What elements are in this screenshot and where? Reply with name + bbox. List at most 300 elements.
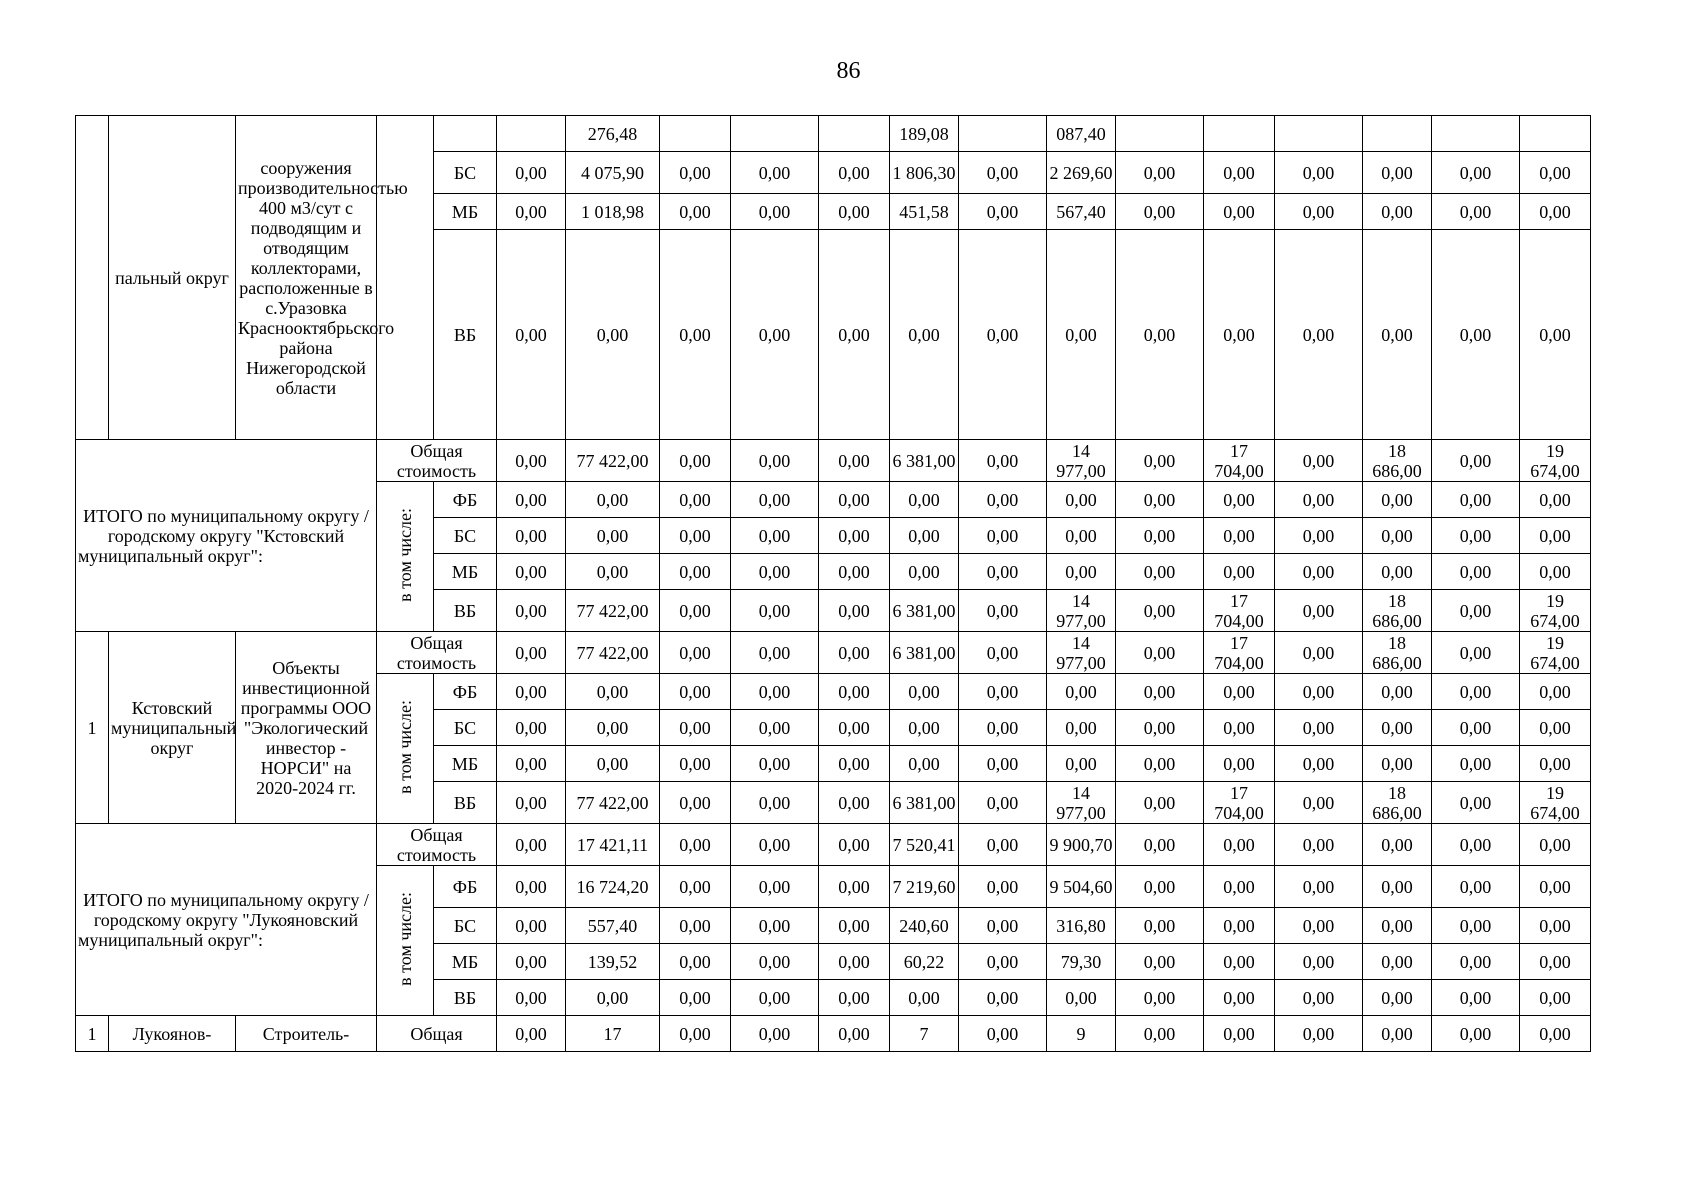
value-cell: 0,00 — [1363, 518, 1432, 554]
total-cost-label: Общая стоимость — [377, 824, 497, 866]
value-cell: 0,00 — [959, 1016, 1047, 1052]
value-cell: 0,00 — [1047, 674, 1116, 710]
value-cell: 0,00 — [731, 944, 819, 980]
budget-label-fb: ФБ — [434, 482, 497, 518]
value-cell: 0,00 — [731, 590, 819, 632]
value-cell: 0,00 — [819, 152, 890, 194]
value-cell: 0,00 — [566, 746, 660, 782]
value-cell: 0,00 — [731, 710, 819, 746]
value-cell: 0,00 — [959, 866, 1047, 908]
value-cell: 0,00 — [497, 590, 566, 632]
value-cell: 0,00 — [1363, 554, 1432, 590]
value-cell: 0,00 — [497, 194, 566, 230]
value-cell: 0,00 — [566, 482, 660, 518]
value-cell: 0,00 — [1520, 944, 1591, 980]
value-cell: 4 075,90 — [566, 152, 660, 194]
value-cell — [497, 116, 566, 152]
value-cell: 0,00 — [1116, 674, 1204, 710]
district-name: Кстовский муниципальный округ — [109, 632, 236, 824]
value-cell: 0,00 — [890, 554, 959, 590]
value-cell: 0,00 — [1275, 482, 1363, 518]
value-cell: 0,00 — [1363, 674, 1432, 710]
value-cell — [819, 116, 890, 152]
value-cell: 0,00 — [1275, 746, 1363, 782]
value-cell: 0,00 — [1047, 554, 1116, 590]
value-cell: 0,00 — [1116, 710, 1204, 746]
value-cell: 0,00 — [660, 1016, 731, 1052]
value-cell: 0,00 — [890, 710, 959, 746]
value-cell: 0,00 — [1204, 554, 1275, 590]
value-cell: 0,00 — [731, 518, 819, 554]
value-cell: 0,00 — [497, 866, 566, 908]
value-cell: 0,00 — [1275, 866, 1363, 908]
value-cell: 0,00 — [497, 518, 566, 554]
page-number: 86 — [836, 58, 861, 84]
value-cell: 0,00 — [959, 674, 1047, 710]
value-cell: 0,00 — [959, 746, 1047, 782]
value-cell: 0,00 — [660, 908, 731, 944]
value-cell: 0,00 — [1204, 908, 1275, 944]
value-cell: 139,52 — [566, 944, 660, 980]
value-cell: 567,40 — [1047, 194, 1116, 230]
value-cell: 0,00 — [497, 152, 566, 194]
value-cell: 0,00 — [1204, 194, 1275, 230]
value-cell: 0,00 — [1432, 944, 1520, 980]
value-cell: 19 674,00 — [1520, 782, 1591, 824]
value-cell: 0,00 — [1204, 746, 1275, 782]
value-cell: 0,00 — [660, 230, 731, 440]
object-name: Строитель- — [236, 1016, 377, 1052]
value-cell: 17 704,00 — [1204, 632, 1275, 674]
value-cell — [1275, 116, 1363, 152]
value-cell: 0,00 — [959, 194, 1047, 230]
value-cell: 0,00 — [819, 554, 890, 590]
value-cell: 0,00 — [1432, 674, 1520, 710]
budget-label-fb: ФБ — [434, 674, 497, 710]
value-cell: 0,00 — [1047, 482, 1116, 518]
value-cell: 189,08 — [890, 116, 959, 152]
value-cell: 0,00 — [959, 482, 1047, 518]
including-cell — [377, 116, 434, 440]
value-cell: 0,00 — [819, 908, 890, 944]
value-cell: 0,00 — [1116, 152, 1204, 194]
value-cell: 0,00 — [1275, 710, 1363, 746]
value-cell: 0,00 — [959, 632, 1047, 674]
value-cell: 0,00 — [1432, 152, 1520, 194]
value-cell: 0,00 — [497, 908, 566, 944]
value-cell: 0,00 — [890, 230, 959, 440]
row-number: 1 — [76, 1016, 109, 1052]
value-cell: 0,00 — [1275, 152, 1363, 194]
value-cell: 0,00 — [1204, 980, 1275, 1016]
value-cell: 17 421,11 — [566, 824, 660, 866]
budget-label-bs: БС — [434, 518, 497, 554]
value-cell: 0,00 — [1116, 1016, 1204, 1052]
budget-label: ВБ — [434, 230, 497, 440]
value-cell: 0,00 — [1432, 1016, 1520, 1052]
budget-table — [75, 115, 1681, 1052]
value-cell: 0,00 — [1363, 710, 1432, 746]
value-cell: 0,00 — [1047, 230, 1116, 440]
value-cell: 0,00 — [1116, 980, 1204, 1016]
value-cell: 0,00 — [959, 710, 1047, 746]
value-cell: 0,00 — [890, 518, 959, 554]
row-number-cell — [76, 116, 109, 440]
value-cell: 0,00 — [1116, 482, 1204, 518]
value-cell: 0,00 — [497, 980, 566, 1016]
value-cell: 0,00 — [1432, 230, 1520, 440]
value-cell: 0,00 — [1204, 1016, 1275, 1052]
value-cell: 14 977,00 — [1047, 782, 1116, 824]
value-cell: 0,00 — [819, 440, 890, 482]
budget-label-vb: ВБ — [434, 980, 497, 1016]
value-cell: 0,00 — [1520, 482, 1591, 518]
budget-label-vb: ВБ — [434, 782, 497, 824]
value-cell: 0,00 — [1363, 152, 1432, 194]
value-cell: 0,00 — [959, 824, 1047, 866]
value-cell: 0,00 — [731, 554, 819, 590]
value-cell: 0,00 — [1275, 554, 1363, 590]
value-cell: 0,00 — [959, 554, 1047, 590]
value-cell: 0,00 — [1275, 230, 1363, 440]
value-cell: 0,00 — [497, 710, 566, 746]
budget-label-fb: ФБ — [434, 866, 497, 908]
value-cell: 0,00 — [1047, 518, 1116, 554]
value-cell: 17 704,00 — [1204, 590, 1275, 632]
total-cost-label: Общая стоимость — [377, 632, 497, 674]
value-cell: 0,00 — [1116, 194, 1204, 230]
value-cell: 0,00 — [1432, 554, 1520, 590]
value-cell: 0,00 — [1432, 866, 1520, 908]
value-cell: 451,58 — [890, 194, 959, 230]
budget-label — [434, 116, 497, 152]
value-cell: 0,00 — [731, 1016, 819, 1052]
value-cell: 0,00 — [819, 632, 890, 674]
value-cell: 0,00 — [1204, 152, 1275, 194]
value-cell: 0,00 — [959, 230, 1047, 440]
value-cell: 0,00 — [1432, 440, 1520, 482]
value-cell: 0,00 — [890, 746, 959, 782]
value-cell: 0,00 — [819, 194, 890, 230]
value-cell: 0,00 — [731, 632, 819, 674]
value-cell — [731, 116, 819, 152]
value-cell: 0,00 — [959, 908, 1047, 944]
value-cell: 0,00 — [566, 674, 660, 710]
value-cell: 0,00 — [819, 746, 890, 782]
value-cell: 0,00 — [660, 590, 731, 632]
value-cell: 0,00 — [1432, 590, 1520, 632]
value-cell: 0,00 — [1432, 980, 1520, 1016]
value-cell: 0,00 — [731, 908, 819, 944]
value-cell: 0,00 — [660, 824, 731, 866]
value-cell: 0,00 — [959, 980, 1047, 1016]
value-cell — [1116, 116, 1204, 152]
value-cell: 18 686,00 — [1363, 632, 1432, 674]
value-cell: 0,00 — [731, 440, 819, 482]
value-cell: 0,00 — [1047, 746, 1116, 782]
value-cell: 7 219,60 — [890, 866, 959, 908]
value-cell — [660, 116, 731, 152]
value-cell: 0,00 — [566, 980, 660, 1016]
value-cell: 0,00 — [660, 152, 731, 194]
budget-label-vb: ВБ — [434, 590, 497, 632]
value-cell: 0,00 — [1363, 980, 1432, 1016]
value-cell: 0,00 — [1363, 230, 1432, 440]
value-cell: 0,00 — [1204, 518, 1275, 554]
value-cell: 0,00 — [1116, 632, 1204, 674]
value-cell: 557,40 — [566, 908, 660, 944]
value-cell: 0,00 — [1047, 710, 1116, 746]
value-cell: 6 381,00 — [890, 440, 959, 482]
value-cell: 0,00 — [1047, 980, 1116, 1016]
value-cell: 0,00 — [731, 152, 819, 194]
value-cell: 0,00 — [497, 782, 566, 824]
value-cell: 19 674,00 — [1520, 440, 1591, 482]
district-cell: пальный округ — [109, 116, 236, 440]
value-cell: 0,00 — [660, 554, 731, 590]
value-cell: 0,00 — [819, 944, 890, 980]
value-cell: 0,00 — [1204, 944, 1275, 980]
table-row — [76, 116, 1681, 152]
value-cell: 0,00 — [1275, 980, 1363, 1016]
value-cell: 240,60 — [890, 908, 959, 944]
including-vertical-label: в том числе: — [377, 482, 434, 632]
value-cell: 1 018,98 — [566, 194, 660, 230]
table-row — [76, 440, 1681, 482]
value-cell: 0,00 — [1116, 554, 1204, 590]
value-cell: 0,00 — [819, 230, 890, 440]
value-cell: 0,00 — [959, 782, 1047, 824]
value-cell: 0,00 — [1520, 152, 1591, 194]
budget-label: БС — [434, 152, 497, 194]
value-cell: 0,00 — [1204, 866, 1275, 908]
value-cell: 18 686,00 — [1363, 782, 1432, 824]
value-cell: 0,00 — [1363, 908, 1432, 944]
value-cell: 0,00 — [1520, 1016, 1591, 1052]
value-cell: 17 704,00 — [1204, 440, 1275, 482]
table-row — [76, 824, 1681, 866]
value-cell: 0,00 — [1520, 980, 1591, 1016]
value-cell: 0,00 — [566, 710, 660, 746]
value-cell: 9 900,70 — [1047, 824, 1116, 866]
including-vertical-label: в том числе: — [377, 866, 434, 1016]
total-cost-label: Общая стоимость — [377, 440, 497, 482]
value-cell: 0,00 — [1116, 590, 1204, 632]
value-cell: 0,00 — [890, 482, 959, 518]
value-cell: 0,00 — [660, 782, 731, 824]
value-cell: 0,00 — [660, 944, 731, 980]
value-cell: 0,00 — [1275, 632, 1363, 674]
value-cell: 0,00 — [497, 944, 566, 980]
value-cell: 0,00 — [660, 866, 731, 908]
value-cell — [1432, 116, 1520, 152]
budget-label-bs: БС — [434, 710, 497, 746]
value-cell: 0,00 — [959, 440, 1047, 482]
value-cell: 0,00 — [1275, 518, 1363, 554]
value-cell: 0,00 — [1275, 590, 1363, 632]
value-cell: 0,00 — [819, 482, 890, 518]
value-cell: 0,00 — [819, 782, 890, 824]
including-vertical-label: в том числе: — [377, 674, 434, 824]
value-cell: 0,00 — [731, 194, 819, 230]
value-cell: 0,00 — [660, 482, 731, 518]
value-cell: 14 977,00 — [1047, 590, 1116, 632]
value-cell: 0,00 — [819, 710, 890, 746]
value-cell: 9 504,60 — [1047, 866, 1116, 908]
value-cell: 0,00 — [819, 824, 890, 866]
value-cell: 7 — [890, 1016, 959, 1052]
value-cell: 0,00 — [1275, 440, 1363, 482]
value-cell: 0,00 — [959, 590, 1047, 632]
value-cell: 0,00 — [1116, 518, 1204, 554]
value-cell: 19 674,00 — [1520, 632, 1591, 674]
value-cell: 9 — [1047, 1016, 1116, 1052]
value-cell: 2 269,60 — [1047, 152, 1116, 194]
value-cell: 0,00 — [566, 230, 660, 440]
value-cell: 18 686,00 — [1363, 590, 1432, 632]
value-cell: 14 977,00 — [1047, 440, 1116, 482]
value-cell: 0,00 — [1116, 440, 1204, 482]
value-cell: 0,00 — [1520, 866, 1591, 908]
value-cell: 0,00 — [1520, 824, 1591, 866]
value-cell: 0,00 — [959, 518, 1047, 554]
value-cell: 0,00 — [1363, 482, 1432, 518]
value-cell: 0,00 — [731, 824, 819, 866]
value-cell: 0,00 — [731, 782, 819, 824]
district-name: Лукоянов- — [109, 1016, 236, 1052]
value-cell: 0,00 — [819, 674, 890, 710]
budget-label-mb: МБ — [434, 746, 497, 782]
value-cell: 60,22 — [890, 944, 959, 980]
value-cell: 0,00 — [819, 866, 890, 908]
value-cell: 0,00 — [1520, 194, 1591, 230]
value-cell: 0,00 — [1432, 482, 1520, 518]
value-cell: 6 381,00 — [890, 590, 959, 632]
value-cell: 0,00 — [1432, 194, 1520, 230]
value-cell: 0,00 — [1204, 230, 1275, 440]
value-cell: 0,00 — [819, 518, 890, 554]
value-cell: 0,00 — [1520, 518, 1591, 554]
value-cell: 0,00 — [1520, 908, 1591, 944]
value-cell: 0,00 — [731, 866, 819, 908]
value-cell: 0,00 — [497, 230, 566, 440]
value-cell: 0,00 — [1204, 482, 1275, 518]
value-cell: 0,00 — [497, 554, 566, 590]
value-cell: 0,00 — [890, 674, 959, 710]
value-cell: 0,00 — [1116, 908, 1204, 944]
value-cell: 0,00 — [1116, 746, 1204, 782]
object-name: Объекты инвестиционной программы ООО "Экологический инвестор - НОРСИ" на 2020-2024 гг. — [236, 632, 377, 824]
value-cell: 0,00 — [497, 824, 566, 866]
value-cell: 0,00 — [1520, 746, 1591, 782]
budget-label-bs: БС — [434, 908, 497, 944]
value-cell: 0,00 — [497, 482, 566, 518]
value-cell: 7 520,41 — [890, 824, 959, 866]
value-cell: 14 977,00 — [1047, 632, 1116, 674]
value-cell: 0,00 — [1432, 782, 1520, 824]
row-number: 1 — [76, 632, 109, 824]
value-cell: 0,00 — [731, 980, 819, 1016]
municipal-total-label: ИТОГО по муниципальному округу / городскому округу "Лукояновский муниципальный округ": — [76, 824, 377, 1016]
value-cell: 0,00 — [1363, 1016, 1432, 1052]
budget-label-mb: МБ — [434, 554, 497, 590]
value-cell: 0,00 — [660, 440, 731, 482]
value-cell — [1363, 116, 1432, 152]
object-description-cell: сооружения производительностью 400 м3/сут с подводящим и отводящим коллекторами, расположенные в с.Уразовка Краснооктябрьского района Нижегородской области — [236, 116, 377, 440]
value-cell: 0,00 — [1204, 824, 1275, 866]
value-cell: 77 422,00 — [566, 440, 660, 482]
value-cell: 0,00 — [497, 674, 566, 710]
value-cell: 1 806,30 — [890, 152, 959, 194]
value-cell: 17 — [566, 1016, 660, 1052]
value-cell: 0,00 — [1363, 866, 1432, 908]
value-cell: 0,00 — [1432, 908, 1520, 944]
value-cell: 0,00 — [1363, 944, 1432, 980]
value-cell: 0,00 — [497, 440, 566, 482]
value-cell: 77 422,00 — [566, 632, 660, 674]
value-cell: 0,00 — [731, 674, 819, 710]
value-cell: 6 381,00 — [890, 632, 959, 674]
value-cell: 0,00 — [819, 1016, 890, 1052]
value-cell: 0,00 — [731, 746, 819, 782]
value-cell: 0,00 — [1520, 674, 1591, 710]
value-cell: 0,00 — [731, 230, 819, 440]
value-cell: 0,00 — [660, 980, 731, 1016]
value-cell: 0,00 — [566, 554, 660, 590]
value-cell: 0,00 — [660, 710, 731, 746]
value-cell — [1204, 116, 1275, 152]
value-cell: 0,00 — [1116, 866, 1204, 908]
value-cell: 0,00 — [1520, 554, 1591, 590]
value-cell: 0,00 — [1363, 824, 1432, 866]
value-cell: 0,00 — [731, 482, 819, 518]
total-cost-label: Общая — [377, 1016, 497, 1052]
value-cell: 0,00 — [1275, 194, 1363, 230]
value-cell: 79,30 — [1047, 944, 1116, 980]
value-cell: 0,00 — [1275, 1016, 1363, 1052]
value-cell: 0,00 — [1204, 710, 1275, 746]
value-cell: 0,00 — [1432, 824, 1520, 866]
value-cell: 18 686,00 — [1363, 440, 1432, 482]
value-cell: 0,00 — [1363, 194, 1432, 230]
value-cell: 0,00 — [1116, 824, 1204, 866]
value-cell: 0,00 — [1432, 632, 1520, 674]
value-cell: 77 422,00 — [566, 590, 660, 632]
value-cell: 0,00 — [660, 518, 731, 554]
value-cell: 77 422,00 — [566, 782, 660, 824]
value-cell: 19 674,00 — [1520, 590, 1591, 632]
value-cell: 0,00 — [497, 746, 566, 782]
municipal-total-label: ИТОГО по муниципальному округу / городскому округу "Кстовский муниципальный округ": — [76, 440, 377, 632]
value-cell: 0,00 — [1275, 908, 1363, 944]
value-cell: 0,00 — [497, 632, 566, 674]
value-cell: 0,00 — [660, 674, 731, 710]
value-cell: 6 381,00 — [890, 782, 959, 824]
value-cell: 0,00 — [819, 980, 890, 1016]
value-cell: 316,80 — [1047, 908, 1116, 944]
value-cell: 0,00 — [1204, 674, 1275, 710]
value-cell: 0,00 — [1520, 710, 1591, 746]
value-cell: 17 704,00 — [1204, 782, 1275, 824]
table-row — [76, 632, 1681, 674]
value-cell: 0,00 — [1116, 782, 1204, 824]
value-cell: 0,00 — [566, 518, 660, 554]
value-cell: 0,00 — [1432, 710, 1520, 746]
value-cell: 0,00 — [959, 152, 1047, 194]
value-cell — [959, 116, 1047, 152]
value-cell: 0,00 — [660, 632, 731, 674]
table-row — [76, 1016, 1681, 1052]
